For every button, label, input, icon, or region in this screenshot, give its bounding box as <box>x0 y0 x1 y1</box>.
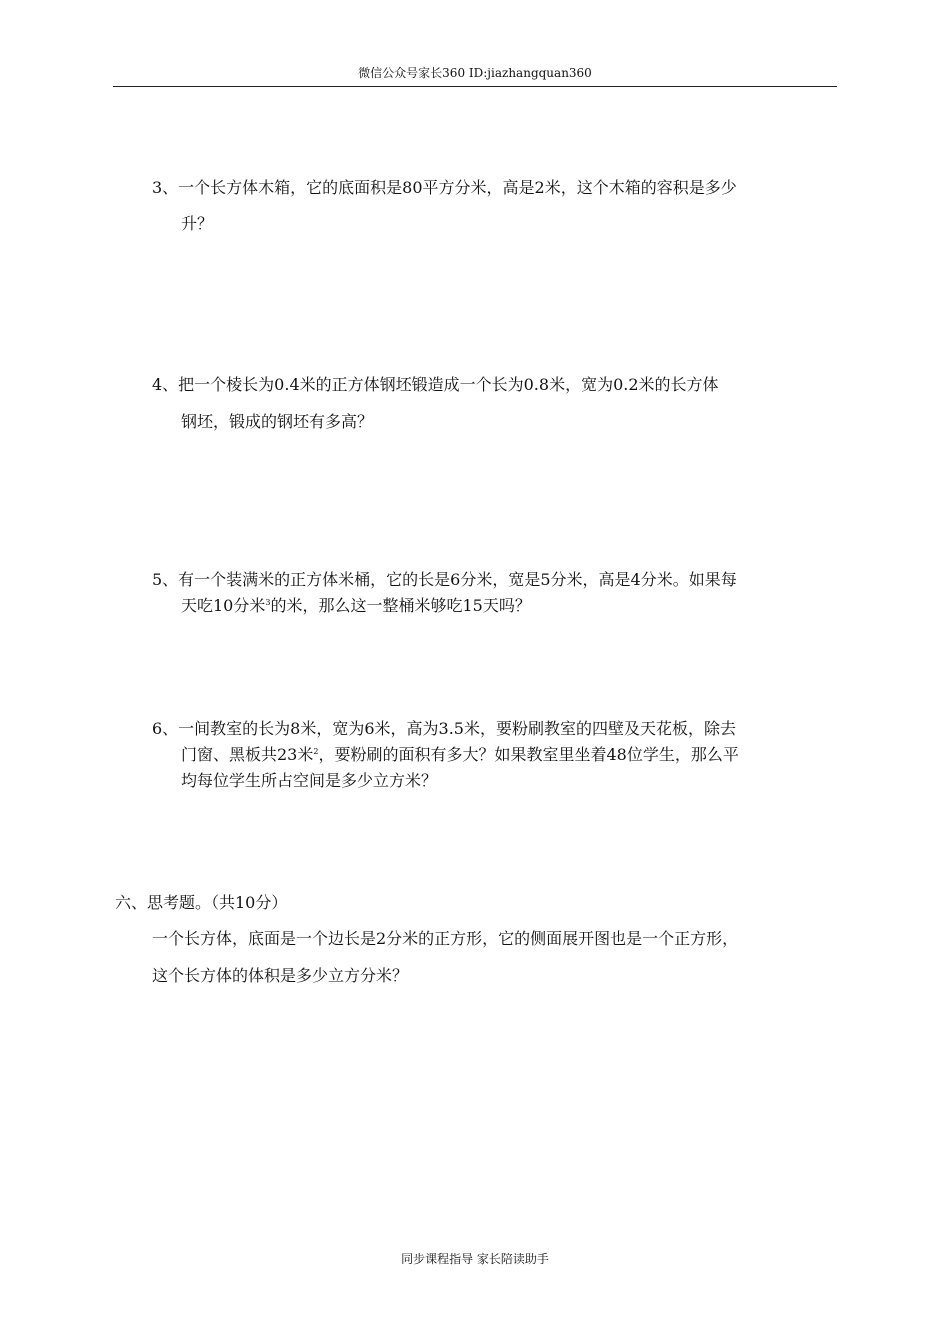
section-6-line-2: 这个长方体的体积是多少立方分米？ <box>152 966 409 985</box>
page-footer: 同步课程指导 家长陪读助手 <box>401 1252 549 1266</box>
section-6-title: 六、思考题。（共10分） <box>115 893 288 912</box>
question-6-line-2-a: 门窗、黑板共23米 <box>181 745 314 764</box>
question-4-line-2: 钢坯，锻成的钢坯有多高？ <box>181 412 374 431</box>
page-header: 微信公众号家长360 ID:jiazhangquan360 <box>113 64 837 87</box>
cubic-superscript: 3 <box>265 598 271 607</box>
question-6-line-1: 6、一间教室的长为8米，宽为6米，高为3.5米，要粉刷教室的四壁及天花板，除去 <box>152 719 736 738</box>
square-superscript: 2 <box>313 747 319 756</box>
question-5-line-2-a: 天吃10分米 <box>181 596 266 615</box>
question-5-line-2-b: 的米，那么这一整桶米够吃15天吗？ <box>270 596 531 615</box>
question-6-line-2-b: ，要粉刷的面积有多大？如果教室里坐着48位学生，那么平 <box>318 745 739 764</box>
question-5-line-2 <box>181 593 531 616</box>
question-6-line-3: 均每位学生所占空间是多少立方米？ <box>181 771 438 790</box>
question-6-line-2 <box>181 742 739 765</box>
question-3-line-2: 升？ <box>181 214 214 233</box>
section-6-line-1: 一个长方体，底面是一个边长是2分米的正方形，它的侧面展开图也是一个正方形， <box>152 929 739 948</box>
question-3-line-1: 3、一个长方体木箱，它的底面积是80平方分米，高是2米，这个木箱的容积是多少 <box>152 178 737 197</box>
question-5-line-1: 5、有一个装满米的正方体米桶，它的长是6分米，宽是5分米，高是4分米。如果每 <box>152 570 737 589</box>
question-4-line-1: 4、把一个棱长为0.4米的正方体钢坯锻造成一个长为0.8米，宽为0.2米的长方体 <box>152 375 719 394</box>
